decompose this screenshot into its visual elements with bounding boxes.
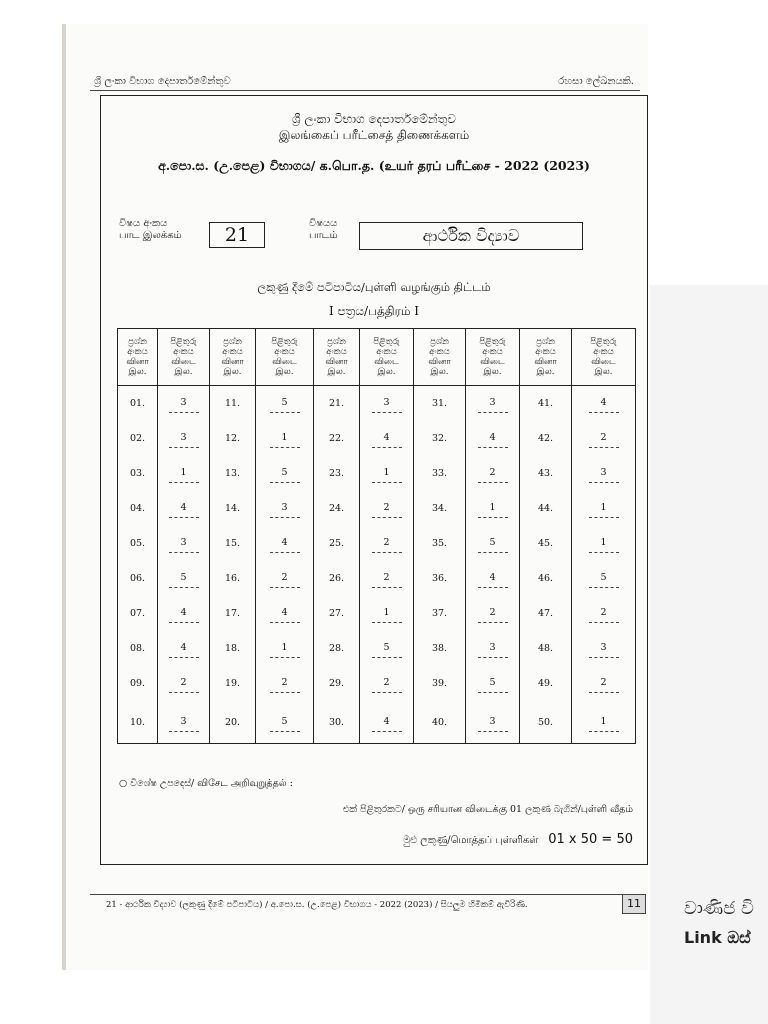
header-line: පිළිතුරු <box>170 337 197 347</box>
header-line: இல. <box>536 367 555 377</box>
answer-cell <box>158 631 210 666</box>
answer-number: 4 <box>169 639 199 658</box>
question-number: 38. <box>414 631 466 666</box>
answer-number: 3 <box>169 394 199 413</box>
answer-number: 5 <box>270 464 300 483</box>
header-line: අංකය <box>326 347 347 357</box>
header-line: இல. <box>327 367 346 377</box>
question-number: 04. <box>118 491 158 526</box>
answer-number: 5 <box>270 394 300 413</box>
answer-number: 1 <box>478 499 508 518</box>
answer-number: 4 <box>478 429 508 448</box>
answer-cell <box>572 666 636 701</box>
answer-cell <box>158 526 210 561</box>
question-number: 22. <box>314 421 360 456</box>
header-line: விடை <box>480 357 505 367</box>
answer-cell <box>256 666 314 701</box>
subject-name-box: ආර්ථික විද්‍යාව <box>359 222 583 250</box>
header-line: පිළිතුරු <box>271 337 298 347</box>
header-line: අංකය <box>376 347 397 357</box>
answer-number: 4 <box>169 499 199 518</box>
subject-name-label-si: විෂයය <box>309 218 338 229</box>
answer-cell <box>256 491 314 526</box>
answer-cell <box>572 491 636 526</box>
column-header-answer-no <box>256 329 314 386</box>
answer-cell <box>158 701 210 744</box>
total-marks <box>403 832 633 847</box>
question-number: 20. <box>210 701 256 744</box>
department-name-sinhala: ශ්‍රී ලංකා විභාග දෙපාර්තමේන්තුව <box>291 112 456 126</box>
answer-number: 2 <box>169 674 199 693</box>
table-row <box>118 666 636 701</box>
question-number: 03. <box>118 456 158 491</box>
question-number: 36. <box>414 561 466 596</box>
table-row <box>118 631 636 666</box>
header-line: පිළිතුරු <box>479 337 506 347</box>
header-line: இல. <box>128 367 147 377</box>
question-number: 28. <box>314 631 360 666</box>
header-line: අංකය <box>274 347 295 357</box>
header-line: ප්‍රශ්න <box>536 337 555 347</box>
answer-cell <box>466 421 520 456</box>
question-number: 08. <box>118 631 158 666</box>
answer-cell <box>256 526 314 561</box>
header-line: අංකය <box>593 347 614 357</box>
answer-number: 5 <box>169 569 199 588</box>
table-row <box>118 526 636 561</box>
answer-cell <box>256 421 314 456</box>
answer-cell <box>466 491 520 526</box>
column-header-question-no <box>414 329 466 386</box>
answer-number: 2 <box>478 464 508 483</box>
question-number: 24. <box>314 491 360 526</box>
page-number: 11 <box>622 894 646 914</box>
subject-number-label <box>119 218 182 242</box>
answer-cell <box>572 561 636 596</box>
table-row <box>118 386 636 422</box>
header-divider <box>90 90 640 91</box>
answer-number: 4 <box>270 534 300 553</box>
answer-key-table <box>117 328 636 744</box>
answer-cell <box>256 456 314 491</box>
header-line: ප්‍රශ්න <box>327 337 346 347</box>
answer-number: 4 <box>270 604 300 623</box>
question-number: 15. <box>210 526 256 561</box>
header-line: இல. <box>483 367 502 377</box>
subject-number-label-si: විෂය අංකය <box>119 218 168 229</box>
question-number: 10. <box>118 701 158 744</box>
answer-number: 3 <box>589 639 619 658</box>
header-line: வினா <box>221 357 244 367</box>
answer-number: 3 <box>169 429 199 448</box>
answer-cell <box>466 701 520 744</box>
answer-number: 1 <box>372 604 402 623</box>
question-number: 14. <box>210 491 256 526</box>
column-header-question-no <box>314 329 360 386</box>
document-page <box>62 24 648 970</box>
answer-cell <box>572 631 636 666</box>
answer-cell <box>158 561 210 596</box>
answer-number: 4 <box>169 604 199 623</box>
answer-number: 3 <box>169 713 199 732</box>
header-line: இல. <box>430 367 449 377</box>
total-marks-value: 01 x 50 = 50 <box>548 832 633 847</box>
question-number: 50. <box>520 701 572 744</box>
answer-cell <box>466 666 520 701</box>
page-footer: 21 - ආර්ථික විද්‍යාව (ලකුණු දීමේ පටිපාටිය) / අ.පො.ස. (උ.පෙළ) විභාගය - 2022 (2023) / සියලුම හිමිකම් ඇවිරිණි. <box>106 900 528 910</box>
question-number: 35. <box>414 526 466 561</box>
question-number: 41. <box>520 386 572 422</box>
answer-cell <box>360 596 414 631</box>
answer-number: 3 <box>478 639 508 658</box>
subject-number-label-ta: பாட இலக்கம் <box>119 230 182 241</box>
answer-cell <box>360 631 414 666</box>
answer-cell <box>572 526 636 561</box>
answer-cell <box>360 666 414 701</box>
special-instructions: ○ විශේෂ උපදෙස්/ விசேட அறிவுறுத்தல் : <box>119 778 293 789</box>
header-line: வினா <box>428 357 451 367</box>
answer-cell <box>360 561 414 596</box>
answer-number: 3 <box>478 713 508 732</box>
question-number: 32. <box>414 421 466 456</box>
question-number: 12. <box>210 421 256 456</box>
header-line: இல. <box>377 367 396 377</box>
header-line: පිළිතුරු <box>373 337 400 347</box>
table-row <box>118 491 636 526</box>
answer-cell <box>256 631 314 666</box>
answer-number: 1 <box>270 639 300 658</box>
footer-divider <box>90 894 640 895</box>
header-line: வினா <box>325 357 348 367</box>
answer-number: 3 <box>372 394 402 413</box>
question-number: 02. <box>118 421 158 456</box>
answer-number: 4 <box>478 569 508 588</box>
header-line: விடை <box>374 357 399 367</box>
answer-cell <box>158 491 210 526</box>
answer-number: 2 <box>270 569 300 588</box>
question-number: 07. <box>118 596 158 631</box>
subject-number-box: 21 <box>209 222 265 248</box>
subject-name-label <box>309 218 338 242</box>
question-number: 16. <box>210 561 256 596</box>
question-number: 34. <box>414 491 466 526</box>
answer-number: 1 <box>589 534 619 553</box>
question-number: 13. <box>210 456 256 491</box>
question-number: 19. <box>210 666 256 701</box>
paper-title: I පත්‍රය/பத்திரம் I <box>328 304 420 318</box>
header-line: வினா <box>534 357 557 367</box>
subject-name-label-ta: பாடம் <box>309 230 338 241</box>
header-line: අංකය <box>173 347 194 357</box>
question-number: 27. <box>314 596 360 631</box>
question-number: 31. <box>414 386 466 422</box>
answer-cell <box>158 386 210 422</box>
answer-number: 2 <box>589 429 619 448</box>
question-number: 37. <box>414 596 466 631</box>
column-header-question-no <box>520 329 572 386</box>
answer-cell <box>158 666 210 701</box>
table-header-row <box>118 329 636 386</box>
table-row <box>118 701 636 744</box>
header-line: விடை <box>171 357 196 367</box>
answer-number: 2 <box>372 674 402 693</box>
question-number: 33. <box>414 456 466 491</box>
answer-number: 2 <box>372 569 402 588</box>
answer-number: 1 <box>270 429 300 448</box>
question-number: 11. <box>210 386 256 422</box>
column-header-answer-no <box>360 329 414 386</box>
question-number: 09. <box>118 666 158 701</box>
table-row <box>118 596 636 631</box>
header-line: ප්‍රශ්න <box>223 337 242 347</box>
answer-cell <box>466 631 520 666</box>
question-number: 21. <box>314 386 360 422</box>
marking-scheme-title: ලකුණු දීමේ පටිපාටිය/புள்ளி வழங்கும் திட்டம் <box>257 280 491 294</box>
header-line: இல. <box>174 367 193 377</box>
marks-per-answer: එක් පිළිතුරකට/ ஒரு சரியான விடைக்கு 01 ලකුණ බැගින්/புள்ளி வீதம் <box>342 804 633 815</box>
table-row <box>118 421 636 456</box>
answer-number: 1 <box>589 713 619 732</box>
answer-number: 1 <box>589 499 619 518</box>
question-number: 17. <box>210 596 256 631</box>
answer-cell <box>360 491 414 526</box>
question-number: 30. <box>314 701 360 744</box>
question-number: 49. <box>520 666 572 701</box>
question-number: 43. <box>520 456 572 491</box>
answer-number: 5 <box>478 534 508 553</box>
header-line: අංකය <box>482 347 503 357</box>
answer-cell <box>256 596 314 631</box>
exam-title: අ.පො.ස. (උ.පෙළ) විභාගය/ க.பொ.த. (உயர் தரப் பரீட்சை - 2022 (2023) <box>158 158 590 173</box>
answer-number: 1 <box>169 464 199 483</box>
page-header-left: ශ්‍රී ලංකා විභාග දෙපාර්තමේන්තුව <box>94 76 231 87</box>
side-panel-text: වාණිජ වි <box>684 898 754 919</box>
marking-scheme-frame <box>100 95 648 865</box>
header-line: விடை <box>272 357 297 367</box>
header-line: விடை <box>591 357 616 367</box>
answer-cell <box>360 456 414 491</box>
answer-cell <box>256 561 314 596</box>
header-line: இல. <box>223 367 242 377</box>
answer-cell <box>572 386 636 422</box>
answer-number: 5 <box>478 674 508 693</box>
question-number: 18. <box>210 631 256 666</box>
table-row <box>118 561 636 596</box>
answer-cell <box>360 421 414 456</box>
answer-number: 2 <box>270 674 300 693</box>
header-line: ප්‍රශ්න <box>128 337 147 347</box>
question-number: 26. <box>314 561 360 596</box>
header-line: පිළිතුරු <box>590 337 617 347</box>
answer-cell <box>572 596 636 631</box>
header-line: අංකය <box>127 347 148 357</box>
header-line: இல. <box>275 367 294 377</box>
column-header-question-no <box>118 329 158 386</box>
side-panel-link[interactable]: Link ඔස් <box>684 928 751 947</box>
header-line: අංකය <box>429 347 450 357</box>
header-line: வினா <box>126 357 149 367</box>
answer-number: 3 <box>589 464 619 483</box>
answer-number: 5 <box>270 713 300 732</box>
header-line: இல. <box>594 367 613 377</box>
answer-cell <box>466 561 520 596</box>
answer-cell <box>158 421 210 456</box>
answer-cell <box>256 701 314 744</box>
answer-number: 3 <box>270 499 300 518</box>
answer-cell <box>466 456 520 491</box>
answer-number: 4 <box>589 394 619 413</box>
header-line: අංකය <box>222 347 243 357</box>
question-number: 05. <box>118 526 158 561</box>
answer-number: 2 <box>372 534 402 553</box>
answer-number: 2 <box>478 604 508 623</box>
answer-cell <box>360 386 414 422</box>
answer-cell <box>158 456 210 491</box>
question-number: 01. <box>118 386 158 422</box>
question-number: 47. <box>520 596 572 631</box>
question-number: 42. <box>520 421 572 456</box>
answer-number: 3 <box>478 394 508 413</box>
answer-number: 4 <box>372 713 402 732</box>
question-number: 25. <box>314 526 360 561</box>
total-marks-label: මුළු ලකුණු/மொத்தப் புள்ளிகள் <box>403 835 539 846</box>
question-number: 46. <box>520 561 572 596</box>
answer-cell <box>572 701 636 744</box>
answer-number: 5 <box>589 569 619 588</box>
header-line: අංකය <box>535 347 556 357</box>
column-header-answer-no <box>158 329 210 386</box>
question-number: 39. <box>414 666 466 701</box>
answer-number: 2 <box>589 604 619 623</box>
answer-cell <box>572 456 636 491</box>
column-header-question-no <box>210 329 256 386</box>
question-number: 29. <box>314 666 360 701</box>
answer-number: 2 <box>372 499 402 518</box>
question-number: 44. <box>520 491 572 526</box>
question-number: 06. <box>118 561 158 596</box>
answer-cell <box>158 596 210 631</box>
answer-cell <box>360 701 414 744</box>
answer-cell <box>572 421 636 456</box>
question-number: 23. <box>314 456 360 491</box>
answer-number: 1 <box>372 464 402 483</box>
page-header-right: රහසා ලේඛනයකි. <box>558 76 634 87</box>
column-header-answer-no <box>572 329 636 386</box>
question-number: 45. <box>520 526 572 561</box>
column-header-answer-no <box>466 329 520 386</box>
answer-number: 5 <box>372 639 402 658</box>
answer-number: 4 <box>372 429 402 448</box>
answer-cell <box>360 526 414 561</box>
answer-cell <box>466 386 520 422</box>
answer-number: 3 <box>169 534 199 553</box>
answer-number: 2 <box>589 674 619 693</box>
question-number: 48. <box>520 631 572 666</box>
answer-cell <box>256 386 314 422</box>
table-row <box>118 456 636 491</box>
header-line: ප්‍රශ්න <box>430 337 449 347</box>
department-name-tamil: இலங்கைப் பரீட்சைத் திணைக்களம் <box>278 128 470 142</box>
answer-cell <box>466 526 520 561</box>
answer-cell <box>466 596 520 631</box>
question-number: 40. <box>414 701 466 744</box>
